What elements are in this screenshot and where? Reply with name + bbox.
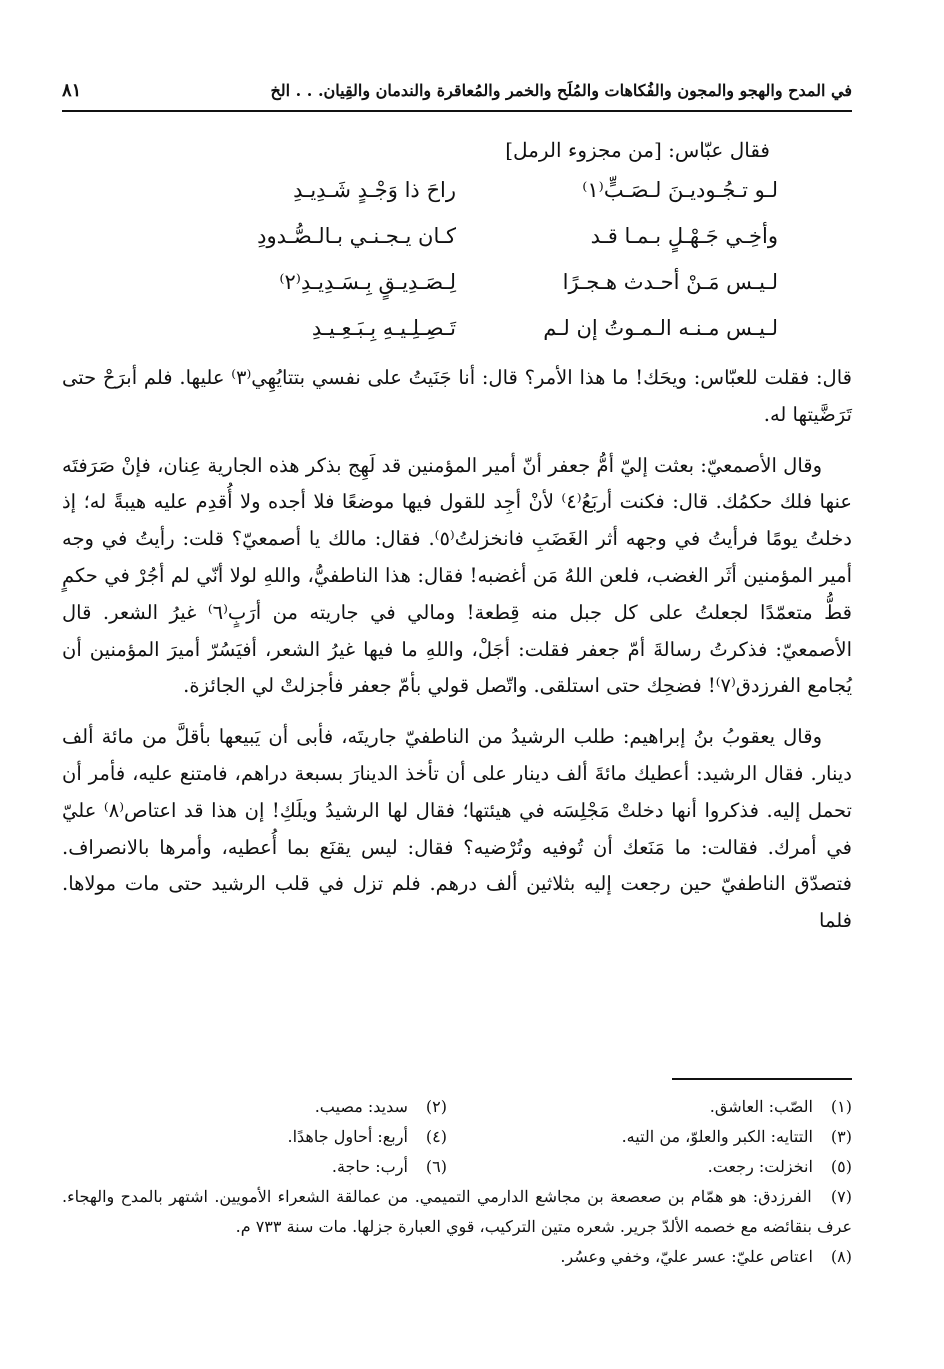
paragraph: وقال الأصمعيّ: بعثت إليّ أمُّ جعفر أنّ أمير المؤمنين قد لَهِج بذكر هذه الجارية عِنان، فإنْ صَرَفتَه عنها فلك حكمُك. قال: فكنت أربَعُ⁽٤⁾ لأنْ أجِد للقول فيها موضعًا فلا أجده ولا أُقدِم عليه هيبةً له؛ إذ دخلتُ يومًا فرأيتُ في وجهه أثر الغَضَبِ فانخزلتُ⁽٥⁾. فقال: مالك يا أصمعيّ؟ قلت: رأيتُ في وجه أمير المؤمنين أثَر الغضب، فلعن اللهُ مَن أغضبه! فقال: هذا الناطفيُّ، واللهِ لولا أنّي لم أجُرْ في حكمٍ قطُّ متعمّدًا لجعلتُ على كل جبل منه قِطعة! ومالي في جاريته من أرَبٍ⁽٦⁾ غيرُ الشعر. قال الأصمعيّ: فذكرتُ رسالةَ أمّ جعفر فقلت: أجَلْ، واللهِ ما فيها غيرُ الشعر، أفيَسُرّ أميرَ المؤمنين أن يُجامع الفرزدق⁽٧⁾! فضحِك حتى استلقى. واتّصل قولي بأمّ جعفر فأجزلتْ لي الجائزة. (62, 453, 852, 698)
footnote-grid (62, 1092, 852, 1182)
footnote (62, 1182, 852, 1242)
footnote-number: (٢) (425, 1097, 447, 1116)
paragraph: وقال يعقوبُ بنُ إبراهيم: طلب الرشيدُ من الناطفيّ جاريتَه، فأبى أن يَبيعها بأقلَّ من مائة ألف دينار. فقال الرشيد: أعطيك مائةَ ألف دينار على أن تأخذ الدينارَ بسبعة دراهم، فامتنع عليه، فأمر أن تحمل إليه. فذكروا أنها دخلتْ مَجْلِسَه في هيئتها؛ فقال لها الرشيدُ ويلَكِ! إن هذا قد اعتاص⁽٨⁾ عليّ في أمرك. فقالت: ما مَنَعك أن تُوفيه وتُرْضيه؟ فقال: ليس يقنَع بما أُعطيه، وأمرها بالانصراف. فتصدّق الناطفيّ حين رجعت إليه بثلاثين ألف درهم. فلم تزل في قلب الرشيد حتى مات مولاها. فلما (62, 725, 852, 933)
footnote-text: اعتاص عليّ: عسر عليّ، وخفي وعسُر. (560, 1247, 813, 1266)
footnote (62, 1152, 447, 1182)
footnote-number: (٤) (425, 1127, 447, 1146)
footnote-number: (٨) (830, 1247, 852, 1266)
page-number: ٨١ (62, 79, 82, 101)
footnote-number: (٧) (830, 1187, 852, 1206)
paragraph: قال: فقلت للعبّاس: ويحَك! ما هذا الأمر؟ قال: أنا جَنَيتُ على نفسي بتتايُهِي⁽٣⁾ عليها. فلم أبرَحْ حتى تَرَضَّيتها له. (62, 366, 852, 426)
footnote-text: سديد: مصيب. (314, 1097, 408, 1116)
footnote (467, 1152, 852, 1182)
footnote-text: انخزلت: رجعت. (707, 1157, 813, 1176)
footnote-number: (٣) (830, 1127, 852, 1146)
footnote-text: الصّب: العاشق. (709, 1097, 813, 1116)
poem (62, 178, 826, 362)
hemistich-first: وأخِـي جَـهْـلٍ بـمـا قـد (590, 224, 778, 248)
footnote-text: أرب: حاجة. (331, 1157, 408, 1176)
poem-verse (62, 178, 826, 224)
footnote-text: أربع: أحاول جاهدًا. (287, 1127, 408, 1146)
poem-verse (62, 224, 826, 270)
poem-intro: فقال عبّاس: [من مجزوء الرمل] (505, 138, 770, 162)
prose-body (62, 360, 852, 954)
header-title: في المدح والهجو والمجون والفُكاهات والمُلَح والخمر والمُعاقرة والندمان والقِيان. . . الخ (270, 80, 852, 100)
footnote (62, 1122, 447, 1152)
footnote-text: التتايه: الكبر والعلوّ، من التيه. (621, 1127, 813, 1146)
footnote (62, 1242, 852, 1272)
footnote-number: (٥) (830, 1157, 852, 1176)
hemistich-first: لـيـس مـنـه الـمـوتُ إن لـم (543, 316, 778, 340)
book-page (62, 60, 852, 1329)
hemistich-second: لِـصَـدِيـقٍ بِـسَـدِيـدِ⁽٢⁾ (279, 270, 456, 294)
footnote (467, 1092, 852, 1122)
hemistich-first: لـيـس مَـنْ أحـدث هـجـرًا (562, 270, 778, 294)
hemistich-first: لـو تـجُـوديـنَ لـصَـبٍّ⁽١⁾ (582, 178, 778, 202)
footnote-rule (672, 1078, 852, 1080)
poem-verse (62, 270, 826, 316)
footnote-number: (١) (830, 1097, 852, 1116)
footnote (62, 1092, 447, 1122)
footnote (467, 1122, 852, 1152)
footnote-number: (٦) (425, 1157, 447, 1176)
hemistich-second: تَـصِـلِـيـهِ بِـبَـعِـيـدِ (311, 316, 456, 340)
poem-verse (62, 316, 826, 362)
footnotes (62, 1092, 852, 1272)
running-header (62, 72, 852, 108)
hemistich-second: كـان يـجـنـي بـالـصُّـدودِ (257, 224, 456, 248)
header-rule (62, 110, 852, 112)
footnote-text: الفرزدق: هو همّام بن صعصعة بن مجاشع الدارمي التميمي. من عمالقة الشعراء الأمويين. اشتهر بالمدح والهجاء. عرف بنقائضه مع خصمه الألدّ جرير. شعره متين التركيب، قوي العبارة جزلها. مات سنة ٧٣٣ م. (62, 1187, 852, 1236)
hemistich-second: راحَ ذا وَجْـدٍ شَـدِيـدِ (293, 178, 456, 202)
